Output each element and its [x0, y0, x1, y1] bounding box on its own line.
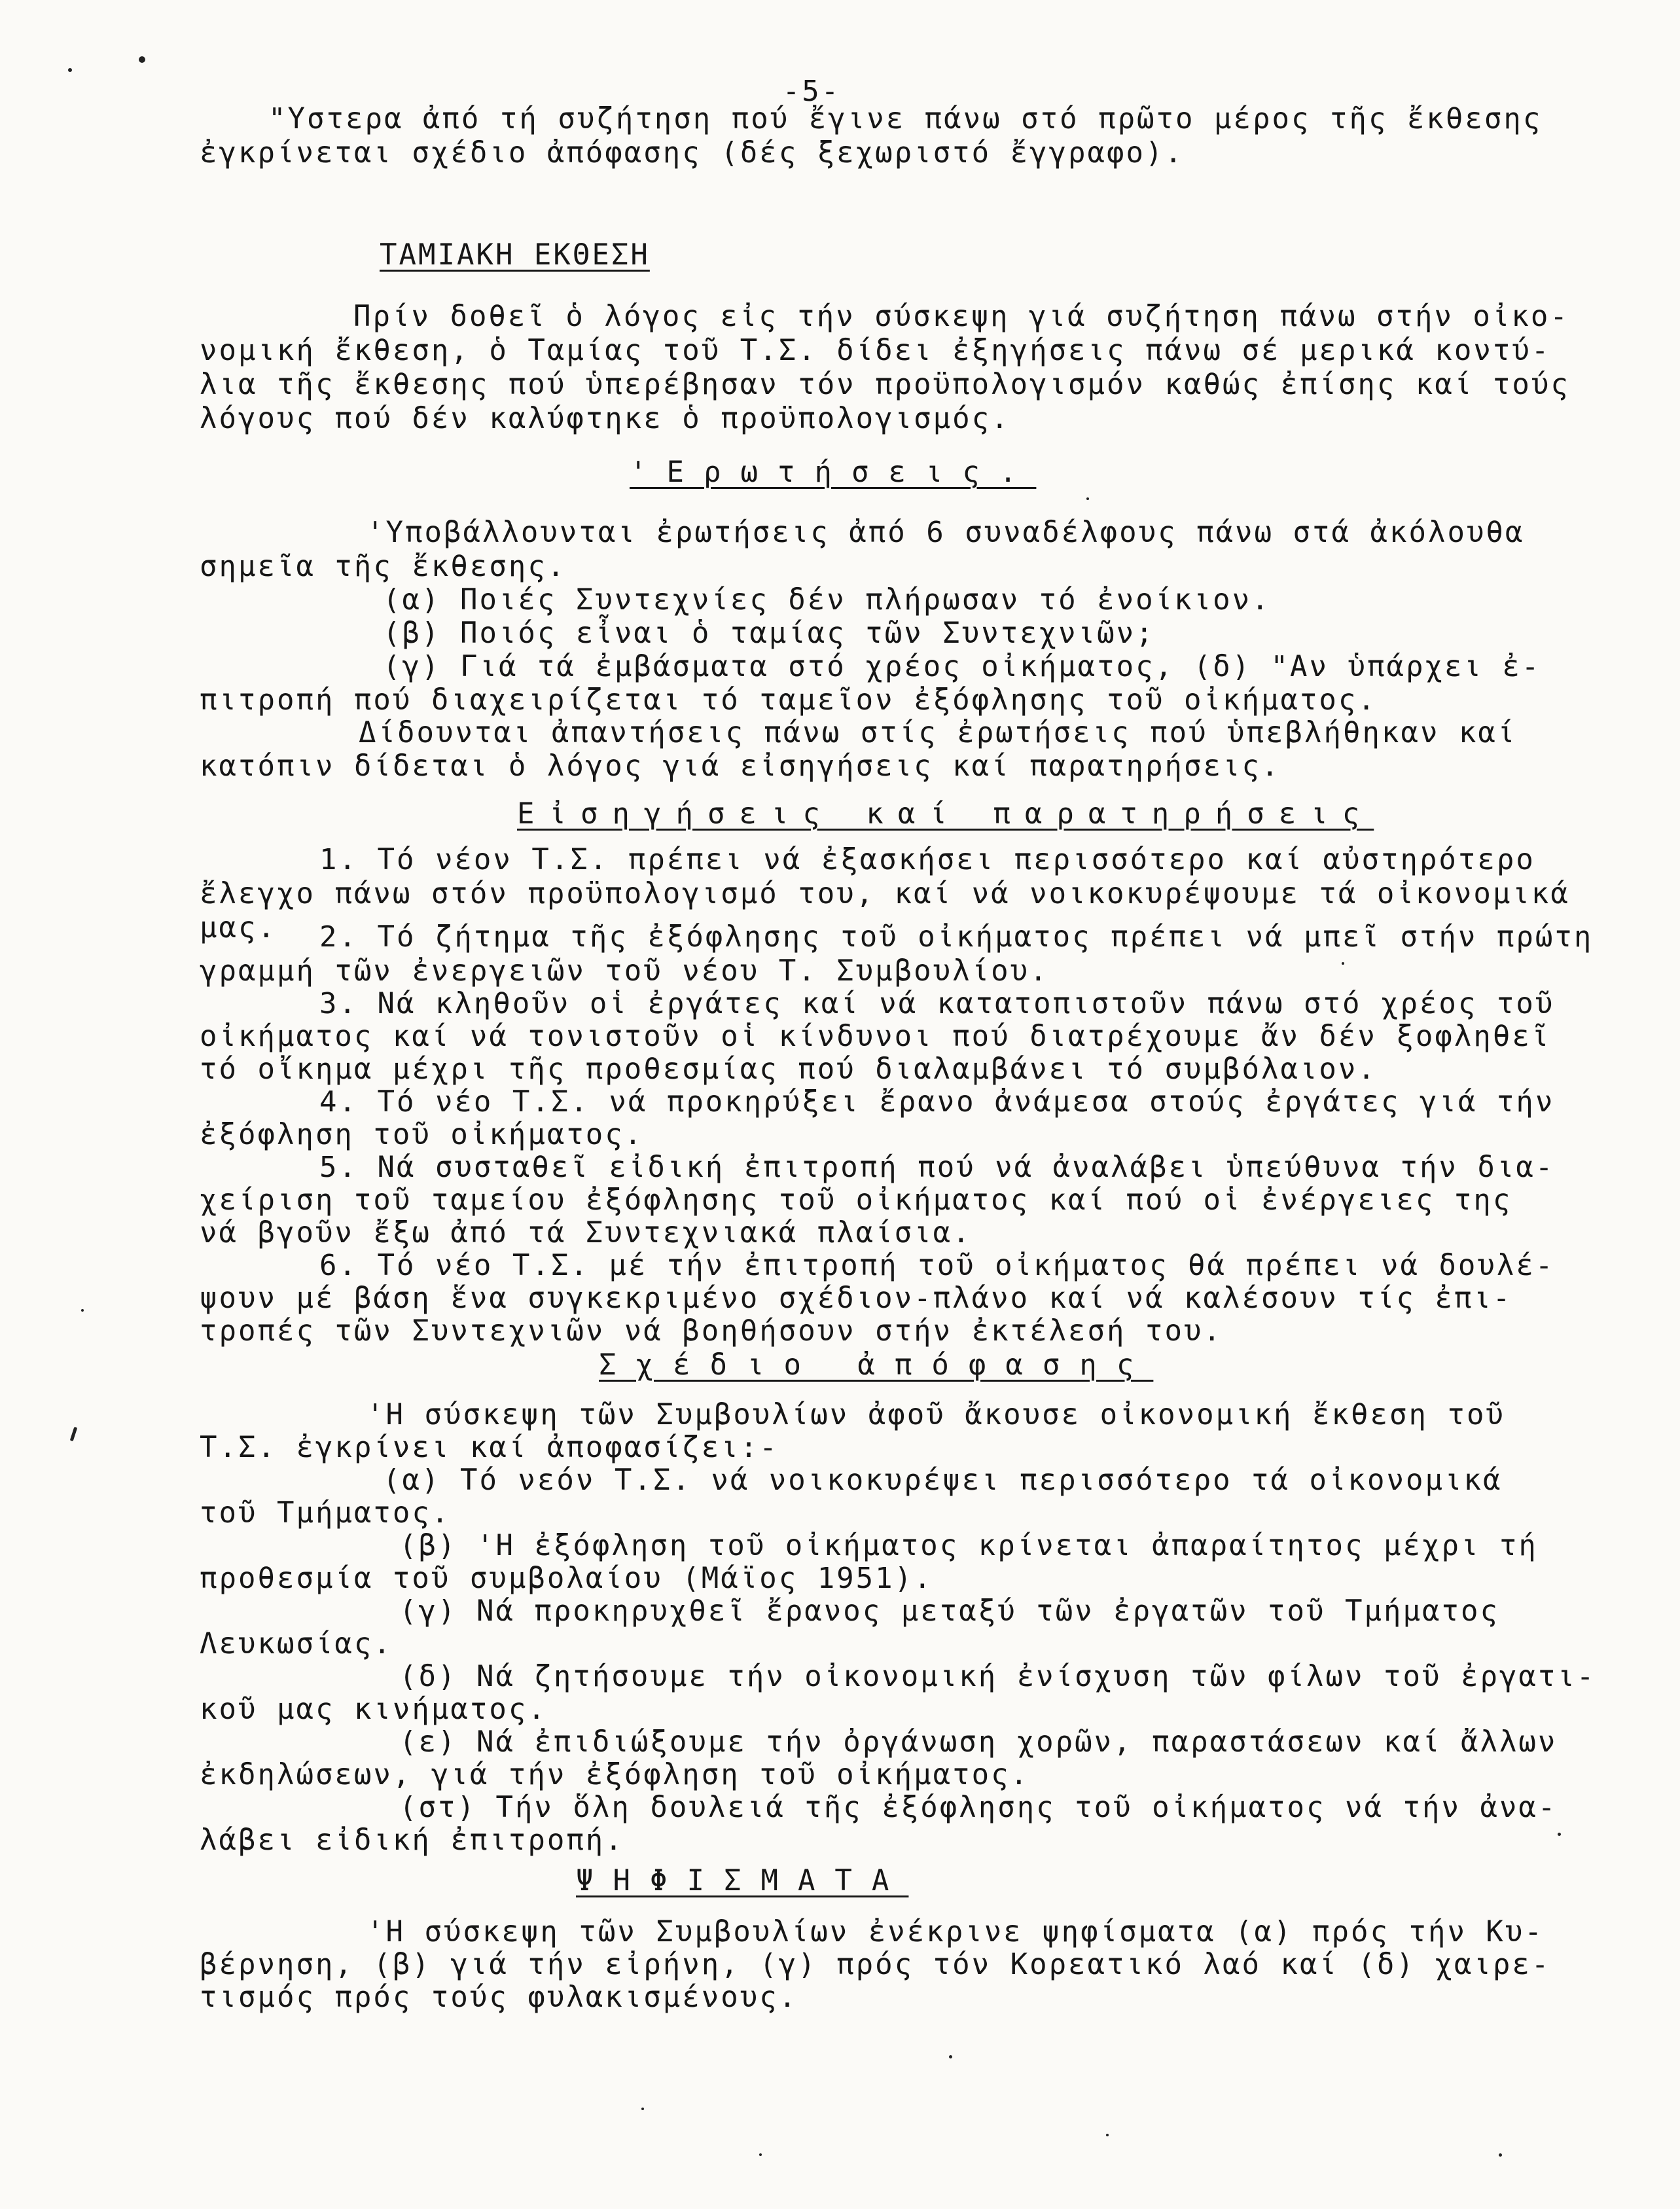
- resolutions-heading: ΨΗΦΙΣΜΑΤΑ: [576, 1864, 909, 1897]
- resolutions-line: τισμός πρός τούς φυλακισμένους.: [200, 1981, 798, 2014]
- intro-line: ἐγκρίνεται σχέδιο ἀπόφασης (δές ξεχωριστό ἔγγραφο).: [200, 136, 1185, 170]
- questions-heading: 'Ερωτήσεις.: [630, 456, 1037, 489]
- resolutions-line: βέρνηση, (β) γιά τήν εἰρήνη, (γ) πρός τόν Κορεατικό λαό καί (δ) χαιρε-: [200, 1948, 1551, 1981]
- page-number: -5-: [782, 75, 841, 108]
- suggestion-line: νά βγοῦν ἔξω ἀπό τά Συντεχνιακά πλαίσια.: [200, 1216, 972, 1249]
- questions-line: πιτροπή πού διαχειρίζεται τό ταμεῖον ἐξόφλησης τοῦ οἰκήματος.: [200, 683, 1377, 717]
- suggestion-line: ψουν μέ βάση ἕνα συγκεκριμένο σχέδιον-πλάνο καί νά καλέσουν τίς ἐπι-: [200, 1282, 1512, 1315]
- questions-line: Δίδουνται ἀπαντήσεις πάνω στίς ἐρωτήσεις πού ὑπεβλήθηκαν καί: [359, 716, 1517, 749]
- resolutions-line: 'Η σύσκεψη τῶν Συμβουλίων ἐνέκρινε ψηφίσματα (α) πρός τήν Κυ-: [366, 1915, 1544, 1949]
- question-item: (α) Ποιές Συντεχνίες δέν πλήρωσαν τό ἐνοίκιον.: [383, 583, 1271, 617]
- scan-speck: [1499, 2153, 1502, 2157]
- decision-item: (α) Τό νεόν Τ.Σ. νά νοικοκυρέψει περισσότερο τά οἰκονομικά: [383, 1464, 1503, 1497]
- suggestion-line: μας.: [200, 911, 277, 944]
- decision-item: (ε) Νά ἐπιδιώξουμε τήν ὀργάνωση χορῶν, παραστάσεων καί ἄλλων: [399, 1725, 1558, 1759]
- decision-line: κοῦ μας κινήματος.: [200, 1693, 547, 1726]
- treasury-paragraph-line: λόγους πού δέν καλύφτηκε ὁ προϋπολογισμός.: [200, 402, 1010, 435]
- suggestions-heading: Εἰσηγήσεις καί παρατηρήσεις: [517, 797, 1374, 831]
- suggestion-line: 4. Τό νέο Τ.Σ. νά προκηρύξει ἔρανο ἀνάμεσα στούς ἐργάτες γιά τήν: [319, 1085, 1555, 1119]
- intro-line: "Υστερα ἀπό τή συζήτηση πού ἔγινε πάνω στό πρῶτο μέρος τῆς ἔκθεσης: [268, 102, 1543, 135]
- questions-line: 'Υποβάλλουνται ἐρωτήσεις ἀπό 6 συναδέλφους πάνω στά ἀκόλουθα: [366, 516, 1525, 549]
- scan-speck: [1106, 2134, 1109, 2136]
- scan-speck: [641, 2108, 644, 2110]
- suggestion-line: 6. Τό νέο Τ.Σ. μέ τήν ἐπιτροπή τοῦ οἰκήματος θά πρέπει νά δουλέ-: [319, 1249, 1555, 1282]
- suggestion-line: γραμμή τῶν ἐνεργειῶν τοῦ νέου Τ. Συμβουλίου.: [200, 954, 1049, 988]
- suggestion-line: ἔλεγχο πάνω στόν προϋπολογισμό του, καί νά νοικοκυρέψουμε τά οἰκονομικά: [200, 877, 1570, 910]
- suggestion-line: 5. Νά συσταθεῖ εἰδική ἐπιτροπή πού νά ἀναλάβει ὑπεύθυνα τήν δια-: [319, 1151, 1555, 1184]
- decision-line: προθεσμία τοῦ συμβολαίου (Μάϊος 1951).: [200, 1562, 933, 1595]
- scan-speck: [139, 56, 145, 63]
- treasury-paragraph-line: Πρίν δοθεῖ ὁ λόγος εἰς τήν σύσκεψη γιά συζήτηση πάνω στήν οἰκο-: [353, 300, 1569, 333]
- decision-line: Τ.Σ. ἐγκρίνει καί ἀποφασίζει:-: [200, 1431, 779, 1464]
- suggestion-line: τό οἴκημα μέχρι τῆς προθεσμίας πού διαλαμβάνει τό συμβόλαιον.: [200, 1052, 1377, 1086]
- scan-speck: [1086, 497, 1089, 500]
- decision-line: Λευκωσίας.: [200, 1627, 393, 1661]
- scan-speck: [1342, 962, 1344, 965]
- decision-line: τοῦ Τμήματος.: [200, 1496, 451, 1530]
- suggestion-line: οἰκήματος καί νά τονιστοῦν οἱ κίνδυνοι πού διατρέχουμε ἄν δέν ξοφληθεῖ: [200, 1020, 1551, 1053]
- suggestion-line: χείριση τοῦ ταμείου ἐξόφλησης τοῦ οἰκήματος καί πού οἱ ἐνέργειες της: [200, 1183, 1512, 1217]
- question-item: (β) Ποιός εἶναι ὁ ταμίας τῶν Συντεχνιῶν;: [383, 617, 1155, 650]
- scan-speck: [759, 2153, 762, 2156]
- decision-item: (γ) Νά προκηρυχθεῖ ἔρανος μεταξύ τῶν ἐργατῶν τοῦ Τμήματος: [399, 1594, 1499, 1628]
- decision-item: (στ) Τήν ὅλη δουλειά τῆς ἐξόφλησης τοῦ οἰκήματος νά τήν ἀνα-: [399, 1791, 1558, 1824]
- decision-item: (δ) Νά ζητήσουμε τήν οἰκονομική ἐνίσχυση τῶν φίλων τοῦ ἐργατι-: [399, 1660, 1596, 1693]
- decision-line: λάβει εἰδική ἐπιτροπή.: [200, 1823, 624, 1857]
- suggestion-line: 1. Τό νέον Τ.Σ. πρέπει νά ἐξασκήσει περισσότερο καί αὐστηρότερο: [319, 843, 1535, 876]
- treasury-paragraph-line: νομική ἔκθεση, ὁ Ταμίας τοῦ Τ.Σ. δίδει ἐξηγήσεις πάνω σέ μερικά κοντύ-: [200, 334, 1551, 367]
- treasury-paragraph-line: λια τῆς ἔκθεσης πού ὑπερέβησαν τόν προϋπολογισμόν καθώς ἐπίσης καί τούς: [200, 368, 1570, 401]
- suggestion-line: 3. Νά κληθοῦν οἱ ἐργάτες καί νά κατατοπιστοῦν πάνω στό χρέος τοῦ: [319, 987, 1555, 1020]
- question-item: (γ) Γιά τά ἐμβάσματα στό χρέος οἰκήματος, (δ) "Αν ὑπάρχει ἐ-: [383, 650, 1541, 683]
- suggestion-line: τροπές τῶν Συντεχνιῶν νά βοηθήσουν στήν ἐκτέλεσή του.: [200, 1314, 1223, 1348]
- decision-heading: Σχέδιο ἀπόφασης: [599, 1348, 1154, 1382]
- scan-speck: [1558, 1833, 1561, 1836]
- suggestion-line: 2. Τό ζήτημα τῆς ἐξόφλησης τοῦ οἰκήματος πρέπει νά μπεῖ στήν πρώτη: [319, 920, 1594, 954]
- suggestion-line: ἐξόφληση τοῦ οἰκήματος.: [200, 1118, 644, 1151]
- scan-speck: [949, 2055, 952, 2058]
- decision-line: 'Η σύσκεψη τῶν Συμβουλίων ἀφοῦ ἄκουσε οἰκονομική ἔκθεση τοῦ: [366, 1398, 1505, 1431]
- scan-speck: [81, 1309, 84, 1312]
- decision-line: ἐκδηλώσεων, γιά τήν ἐξόφληση τοῦ οἰκήματος.: [200, 1758, 1030, 1791]
- treasury-report-heading: ΤΑΜΙΑΚΗ ΕΚΘΕΣΗ: [380, 238, 650, 272]
- decision-item: (β) 'Η ἐξόφληση τοῦ οἰκήματος κρίνεται ἀπαραίτητος μέχρι τή: [399, 1529, 1538, 1562]
- scan-speck: [70, 1427, 78, 1441]
- questions-line: κατόπιν δίδεται ὁ λόγος γιά εἰσηγήσεις καί παρατηρήσεις.: [200, 749, 1281, 783]
- scan-speck: [68, 68, 72, 72]
- questions-line: σημεῖα τῆς ἔκθεσης.: [200, 550, 567, 583]
